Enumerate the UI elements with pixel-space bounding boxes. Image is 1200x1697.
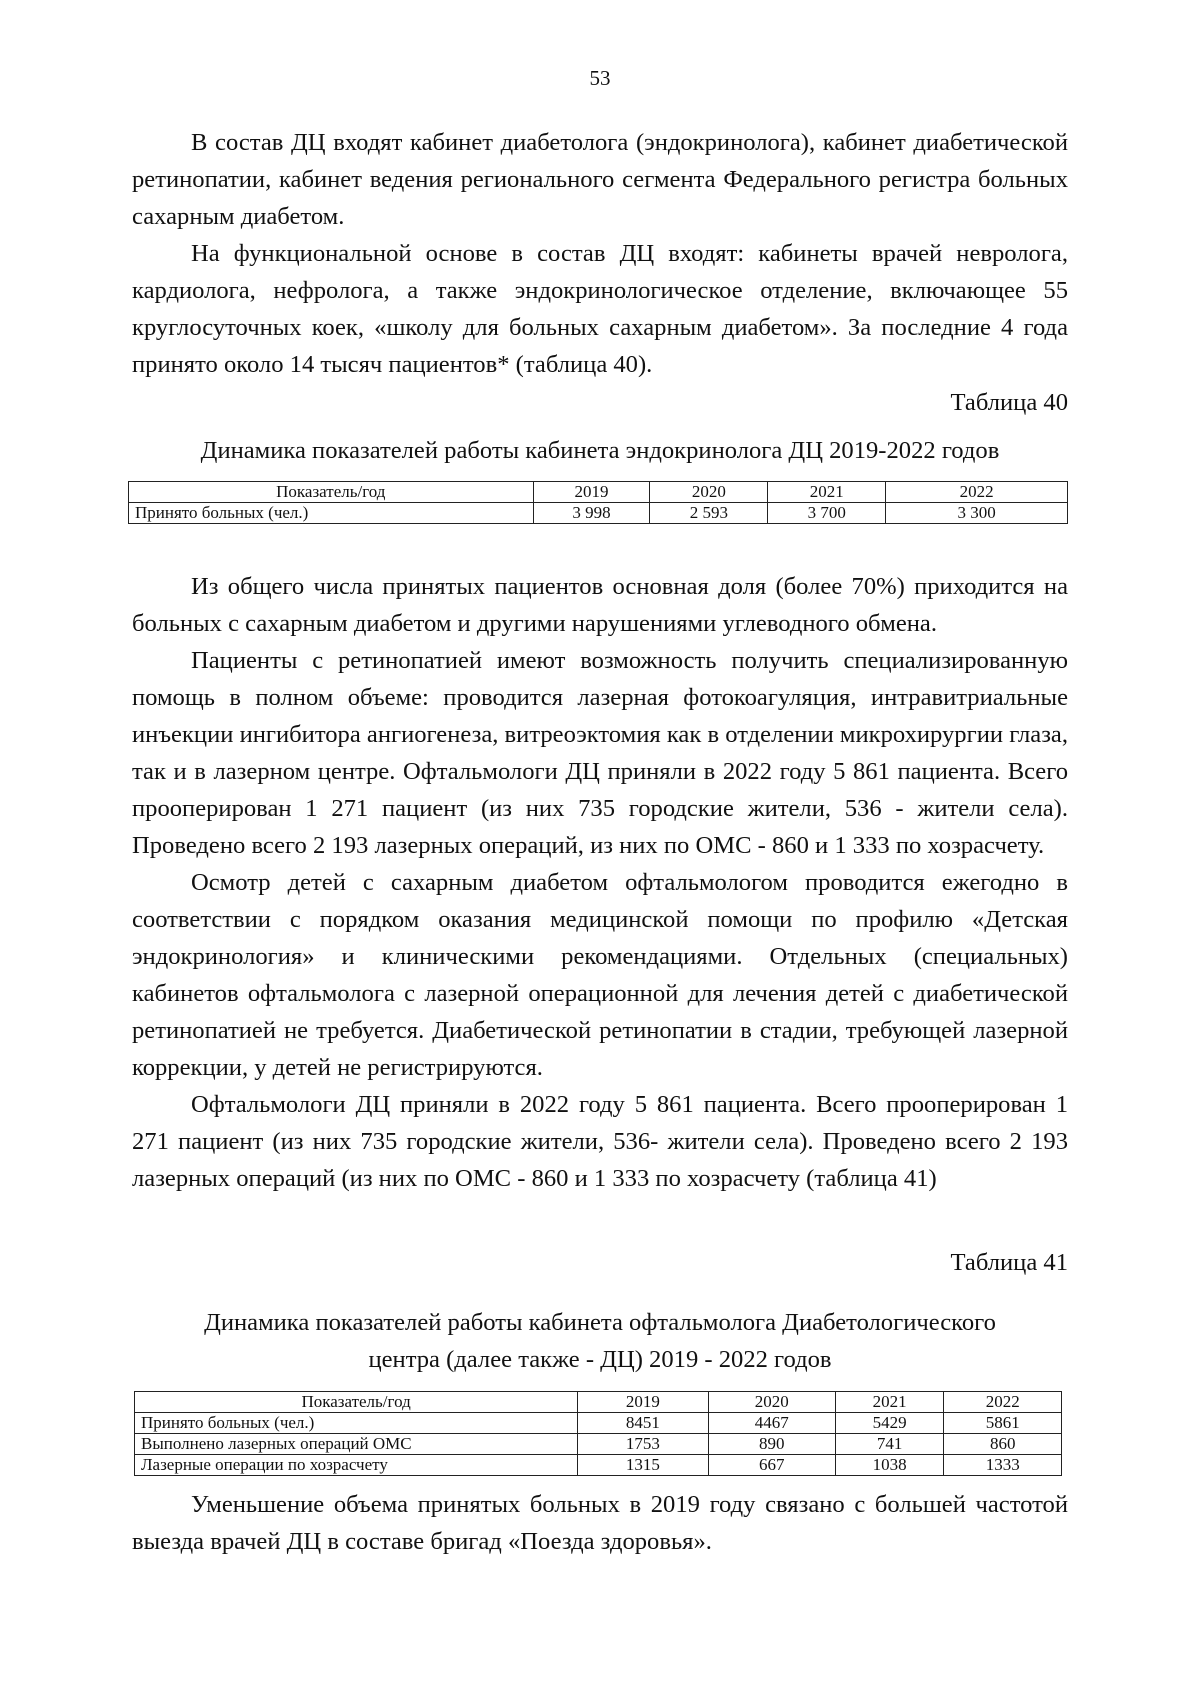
table41 xyxy=(134,1391,1062,1476)
conclusion-text xyxy=(132,1486,1068,1560)
table-cell: 741 xyxy=(835,1434,944,1455)
paragraph-functional: На функциональной основе в состав ДЦ входят: кабинеты врачей невролога, кардиолога, нефролога, а также эндокринологическое отделение, включающее 55 круглосуточных коек, «школу для больных сахарным диабетом». За последние 4 года принято около 14 тысяч пациентов* (таблица 40). xyxy=(132,240,1068,378)
table-cell: 3 998 xyxy=(533,503,650,524)
table-cell: 8451 xyxy=(578,1413,709,1434)
row-label: Лазерные операции по хозрасчету xyxy=(135,1455,578,1476)
table-row xyxy=(135,1434,1062,1455)
table-row xyxy=(135,1455,1062,1476)
row-label: Принято больных (чел.) xyxy=(129,503,534,524)
header-cell: 2019 xyxy=(578,1392,709,1413)
row-label: Выполнено лазерных операций ОМС xyxy=(135,1434,578,1455)
table40 xyxy=(128,481,1068,524)
table-cell: 1333 xyxy=(944,1455,1062,1476)
table-header-row xyxy=(129,482,1068,503)
paragraph-retinopathy: Пациенты с ретинопатией имеют возможность получить специализированную помощь в полном объеме: проводится лазерная фотокоагуляция, интравитриальные инъекции ингибитора ангиогенеза, витреоэктомия как в отделении микрохирургии глаза, так и в лазерном центре. Офтальмологи ДЦ приняли в 2022 году 5 861 пациента. Всего прооперирован 1 271 пациент (из них 735 городские жители, 536 - жители села). Проведено всего 2 193 лазерных операций, из них по ОМС - 860 и 1 333 по хозрасчету. xyxy=(132,647,1068,859)
page-number: 53 xyxy=(589,66,611,90)
table41-label: Таблица 41 xyxy=(950,1249,1068,1276)
paragraph-ophthalmologists: Офтальмологи ДЦ приняли в 2022 году 5 861 пациента. Всего прооперирован 1 271 пациент (из них 735 городские жители, 536- жители села). Проведено всего 2 193 лазерных операций (из них по ОМС - 860 и 1 333 по хозрасчету (таблица 41) xyxy=(132,1091,1068,1192)
header-cell: Показатель/год xyxy=(135,1392,578,1413)
header-cell: 2021 xyxy=(768,482,886,503)
table-cell: 2 593 xyxy=(650,503,768,524)
intro-text xyxy=(132,124,1068,383)
table-cell: 3 300 xyxy=(886,503,1068,524)
header-cell: 2021 xyxy=(835,1392,944,1413)
middle-text xyxy=(132,568,1068,1197)
paragraph-patient-share: Из общего числа принятых пациентов основная доля (более 70%) приходится на больных с сахарным диабетом и другими нарушениями углеводного обмена. xyxy=(132,573,1068,637)
header-cell: 2019 xyxy=(533,482,650,503)
paragraph-structure: В состав ДЦ входят кабинет диабетолога (эндокринолога), кабинет диабетической ретинопатии, кабинет ведения регионального сегмента Федерального регистра больных сахарным диабетом. xyxy=(132,129,1068,230)
paragraph-conclusion: Уменьшение объема принятых больных в 2019 году связано с большей частотой выезда врачей ДЦ в составе бригад «Поезда здоровья». xyxy=(132,1491,1068,1555)
table-cell: 1038 xyxy=(835,1455,944,1476)
table-cell: 4467 xyxy=(708,1413,835,1434)
table40-label: Таблица 40 xyxy=(950,389,1068,416)
table-cell: 667 xyxy=(708,1455,835,1476)
table-cell: 3 700 xyxy=(768,503,886,524)
table-cell: 890 xyxy=(708,1434,835,1455)
paragraph-children: Осмотр детей с сахарным диабетом офтальмологом проводится ежегодно в соответствии с порядком оказания медицинской помощи по профилю «Детская эндокринология» и клиническими рекомендациями. Отдельных (специальных) кабинетов офтальмолога с лазерной операционной для лечения детей с диабетической ретинопатией не требуется. Диабетической ретинопатии в стадии, требующей лазерной коррекции, у детей не регистрируются. xyxy=(132,869,1068,1081)
header-cell: Показатель/год xyxy=(129,482,534,503)
header-cell: 2022 xyxy=(886,482,1068,503)
table-row xyxy=(129,503,1068,524)
table-cell: 1753 xyxy=(578,1434,709,1455)
header-cell: 2020 xyxy=(650,482,768,503)
header-cell: 2020 xyxy=(708,1392,835,1413)
row-label: Принято больных (чел.) xyxy=(135,1413,578,1434)
table41-caption-line1: Динамика показателей работы кабинета офтальмолога Диабетологического xyxy=(204,1309,996,1336)
table-cell: 860 xyxy=(944,1434,1062,1455)
table-header-row xyxy=(135,1392,1062,1413)
header-cell: 2022 xyxy=(944,1392,1062,1413)
table-row xyxy=(135,1413,1062,1434)
table-cell: 1315 xyxy=(578,1455,709,1476)
table40-caption: Динамика показателей работы кабинета эндокринолога ДЦ 2019-2022 годов xyxy=(200,437,1000,464)
table-cell: 5429 xyxy=(835,1413,944,1434)
table-cell: 5861 xyxy=(944,1413,1062,1434)
table41-caption-line2: центра (далее также - ДЦ) 2019 - 2022 годов xyxy=(368,1346,832,1373)
